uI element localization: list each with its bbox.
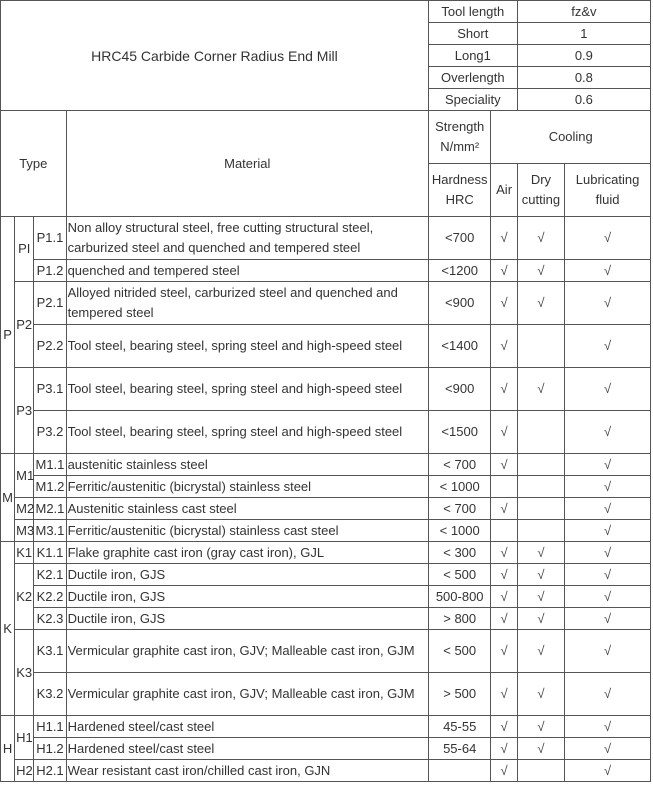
fluid-check: √	[565, 542, 651, 564]
dry-check: √	[517, 716, 564, 738]
air-check: √	[491, 498, 517, 520]
fluid-check: √	[565, 630, 651, 673]
material-name: Hardened steel/cast steel	[66, 716, 428, 738]
dry-check: √	[517, 260, 564, 282]
subgroup-h2: H2	[15, 760, 34, 782]
strength-value: <700	[428, 217, 491, 260]
material-code: M2.1	[34, 498, 66, 520]
fluid-check: √	[565, 738, 651, 760]
fluid-check: √	[565, 520, 651, 542]
air-check: √	[491, 454, 517, 476]
fluid-check: √	[565, 498, 651, 520]
dry-check: √	[517, 673, 564, 716]
fluid-check: √	[565, 716, 651, 738]
dry-check	[517, 325, 564, 368]
dry-check	[517, 476, 564, 498]
material-code: K3.2	[34, 673, 66, 716]
fluid-check: √	[565, 476, 651, 498]
material-name: Wear resistant cast iron/chilled cast iron, GJN	[66, 760, 428, 782]
material-name: Ferritic/austenitic (bicrystal) stainless steel	[66, 476, 428, 498]
strength-value: < 500	[428, 630, 491, 673]
strength-value	[428, 760, 491, 782]
tool-length-cell: Speciality	[428, 89, 517, 111]
lubricating-fluid-header: Lubricating fluid	[565, 164, 651, 217]
strength-value: < 1000	[428, 520, 491, 542]
air-check: √	[491, 716, 517, 738]
group-p: P	[1, 217, 15, 454]
material-code: H2.1	[34, 760, 66, 782]
air-check: √	[491, 586, 517, 608]
dry-check: √	[517, 564, 564, 586]
material-name: Alloyed nitrided steel, carburized steel and quenched and tempered steel	[66, 282, 428, 325]
strength-value: 55-64	[428, 738, 491, 760]
strength-value: > 800	[428, 608, 491, 630]
dry-check: √	[517, 368, 564, 411]
material-name: Tool steel, bearing steel, spring steel and high-speed steel	[66, 325, 428, 368]
hardness-header: Hardness HRC	[428, 164, 491, 217]
material-name: austenitic stainless steel	[66, 454, 428, 476]
material-code: P1.2	[34, 260, 66, 282]
strength-value: < 500	[428, 564, 491, 586]
material-code: P2.2	[34, 325, 66, 368]
air-header: Air	[491, 164, 517, 217]
tool-length-cell: Overlength	[428, 67, 517, 89]
material-code: P1.1	[34, 217, 66, 260]
air-check: √	[491, 608, 517, 630]
subgroup-p2: P2	[15, 282, 34, 368]
table-title: HRC45 Carbide Corner Radius End Mill	[1, 1, 429, 111]
tool-length-cell: Long1	[428, 45, 517, 67]
type-header: Type	[1, 111, 67, 217]
air-check: √	[491, 542, 517, 564]
group-h: H	[1, 716, 15, 782]
air-check: √	[491, 325, 517, 368]
material-code: P3.1	[34, 368, 66, 411]
fluid-check: √	[565, 608, 651, 630]
factor-cell: 1	[517, 23, 650, 45]
material-name: quenched and tempered steel	[66, 260, 428, 282]
subgroup-h1: H1	[15, 716, 34, 760]
subgroup-k1: K1	[15, 542, 34, 564]
dry-cutting-header: Dry cutting	[517, 164, 564, 217]
strength-value: 45-55	[428, 716, 491, 738]
fluid-check: √	[565, 411, 651, 454]
air-check: √	[491, 260, 517, 282]
fluid-check: √	[565, 325, 651, 368]
material-code: K1.1	[34, 542, 66, 564]
material-name: Non alloy structural steel, free cutting structural steel, carburized steel and quenched and tempered steel	[66, 217, 428, 260]
strength-value: < 300	[428, 542, 491, 564]
air-check: √	[491, 630, 517, 673]
strength-value: <1400	[428, 325, 491, 368]
subgroup-pi: PI	[15, 217, 34, 282]
dry-check: √	[517, 217, 564, 260]
strength-value: < 700	[428, 498, 491, 520]
material-name: Flake graphite cast iron (gray cast iron), GJL	[66, 542, 428, 564]
dry-check	[517, 520, 564, 542]
fluid-check: √	[565, 564, 651, 586]
material-name: Ductile iron, GJS	[66, 564, 428, 586]
factor-header: fz&v	[517, 1, 650, 23]
subgroup-k3: K3	[15, 630, 34, 716]
subgroup-m1: M1	[15, 454, 34, 498]
air-check: √	[491, 673, 517, 716]
strength-header: Strength N/mm²	[428, 111, 491, 164]
material-name: Hardened steel/cast steel	[66, 738, 428, 760]
air-check: √	[491, 738, 517, 760]
dry-check: √	[517, 608, 564, 630]
subgroup-k2: K2	[15, 564, 34, 630]
dry-check: √	[517, 542, 564, 564]
material-name: Vermicular graphite cast iron, GJV; Malleable cast iron, GJM	[66, 673, 428, 716]
material-name: Tool steel, bearing steel, spring steel and high-speed steel	[66, 368, 428, 411]
factor-cell: 0.9	[517, 45, 650, 67]
material-code: K2.3	[34, 608, 66, 630]
material-name: Ductile iron, GJS	[66, 608, 428, 630]
air-check: √	[491, 411, 517, 454]
dry-check: √	[517, 738, 564, 760]
air-check: √	[491, 217, 517, 260]
fluid-check: √	[565, 586, 651, 608]
subgroup-p3: P3	[15, 368, 34, 454]
air-check: √	[491, 282, 517, 325]
cooling-header: Cooling	[491, 111, 651, 164]
dry-check	[517, 498, 564, 520]
dry-check	[517, 454, 564, 476]
material-name: Tool steel, bearing steel, spring steel and high-speed steel	[66, 411, 428, 454]
material-code: K2.1	[34, 564, 66, 586]
factor-cell: 0.8	[517, 67, 650, 89]
tool-length-cell: Short	[428, 23, 517, 45]
material-name: Vermicular graphite cast iron, GJV; Malleable cast iron, GJM	[66, 630, 428, 673]
material-code: P2.1	[34, 282, 66, 325]
fluid-check: √	[565, 282, 651, 325]
factor-cell: 0.6	[517, 89, 650, 111]
material-header: Material	[66, 111, 428, 217]
fluid-check: √	[565, 260, 651, 282]
strength-value: <900	[428, 368, 491, 411]
air-check: √	[491, 368, 517, 411]
fluid-check: √	[565, 368, 651, 411]
air-check: √	[491, 564, 517, 586]
material-code: M1.2	[34, 476, 66, 498]
strength-value: > 500	[428, 673, 491, 716]
fluid-check: √	[565, 454, 651, 476]
dry-check	[517, 760, 564, 782]
tool-length-header: Tool length	[428, 1, 517, 23]
material-code: H1.2	[34, 738, 66, 760]
dry-check: √	[517, 586, 564, 608]
group-k: K	[1, 542, 15, 716]
air-check	[491, 520, 517, 542]
dry-check	[517, 411, 564, 454]
strength-value: <1200	[428, 260, 491, 282]
fluid-check: √	[565, 673, 651, 716]
material-code: K3.1	[34, 630, 66, 673]
material-code: K2.2	[34, 586, 66, 608]
fluid-check: √	[565, 217, 651, 260]
material-name: Ductile iron, GJS	[66, 586, 428, 608]
air-check: √	[491, 760, 517, 782]
strength-value: <900	[428, 282, 491, 325]
material-name: Austenitic stainless cast steel	[66, 498, 428, 520]
dry-check: √	[517, 630, 564, 673]
material-code: M3.1	[34, 520, 66, 542]
strength-value: <1500	[428, 411, 491, 454]
material-code: P3.2	[34, 411, 66, 454]
material-code: H1.1	[34, 716, 66, 738]
fluid-check: √	[565, 760, 651, 782]
air-check	[491, 476, 517, 498]
group-m: M	[1, 454, 15, 542]
subgroup-m3: M3	[15, 520, 34, 542]
strength-value: 500-800	[428, 586, 491, 608]
subgroup-m2: M2	[15, 498, 34, 520]
dry-check: √	[517, 282, 564, 325]
material-code: M1.1	[34, 454, 66, 476]
material-name: Ferritic/austenitic (bicrystal) stainless cast steel	[66, 520, 428, 542]
strength-value: < 1000	[428, 476, 491, 498]
strength-value: < 700	[428, 454, 491, 476]
